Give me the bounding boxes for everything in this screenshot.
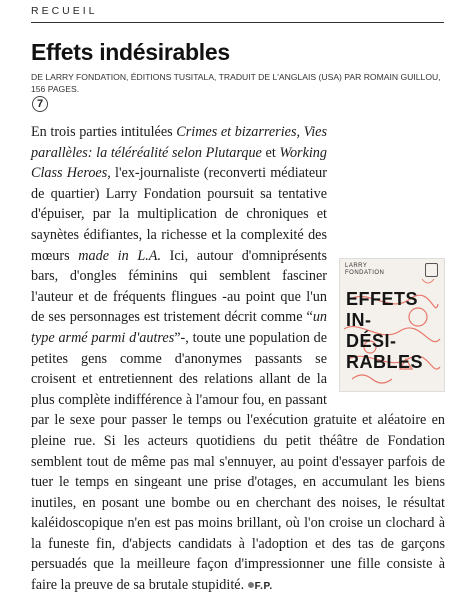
cover-title: EFFETS IN- DÉSI- RABLES <box>346 289 424 372</box>
header-rule <box>31 22 444 23</box>
section-kicker: RECUEIL <box>31 5 98 17</box>
review-title: Effets indésirables <box>31 39 230 65</box>
author-signature: F.P. <box>254 581 273 593</box>
book-credits: DE LARRY FONDATION, ÉDITIONS TUSITALA, TRADUIT DE L'ANGLAIS (USA) PAR ROMAIN GUILLOU, 156 PAGES. <box>31 72 441 94</box>
book-cover-image <box>339 258 445 392</box>
rating-badge: 7 <box>32 96 48 112</box>
end-dot-icon <box>248 582 254 588</box>
review-paragraph: En trois parties intitulées Crimes et bizarreries, Vies parallèles: la téléréalité selon Plutarque et Working Class Heroes, l'ex-journaliste (reconverti médiateur de quartier) Larry Fondation poursuit sa tentative d'épuiser, par la multiplication de chroniques et saynètes édifiantes, la richesse et la complexité des mœurs made in L.A. Ici, autour d'omniprésents bars, d'ongles féminins qui semblent fasciner l'auteur et de fréquents flingues -au point que l'un de ses personnages est tristement décrit comme “un type armé parmi d'autres”-, toute une population de petites gens comme d'anonymes passants se croisent et entretiennent des relations allant de la plus complète indifférence à l'amour fou, en passant par le sexe pour passer le temps ou l'exécution gratuite et aléatoire en pleine rue. Si les acteurs quotidiens du petit théâtre de Fondation semblent tout de même pas mal s'ennuyer, au point d'essayer parfois de tuer le temps en singeant une prise d'otages, en accumulant les biens inutiles, en posant une bombe ou en cherchant des noises, le résultat kaléidoscopique n'en est pas moins brillant, où l'on croise un clochard à la funeste fin, d'abjects candidats à l'adoption et des tas de garçons persuadés que la meilleure façon d'impressionner une fille consiste à faire la preuve de sa brutale stupidité. F.P. <box>31 124 445 594</box>
review-body <box>31 122 445 598</box>
publisher-logo-icon <box>425 263 438 277</box>
cover-author: LARRY FONDATION <box>345 263 385 276</box>
